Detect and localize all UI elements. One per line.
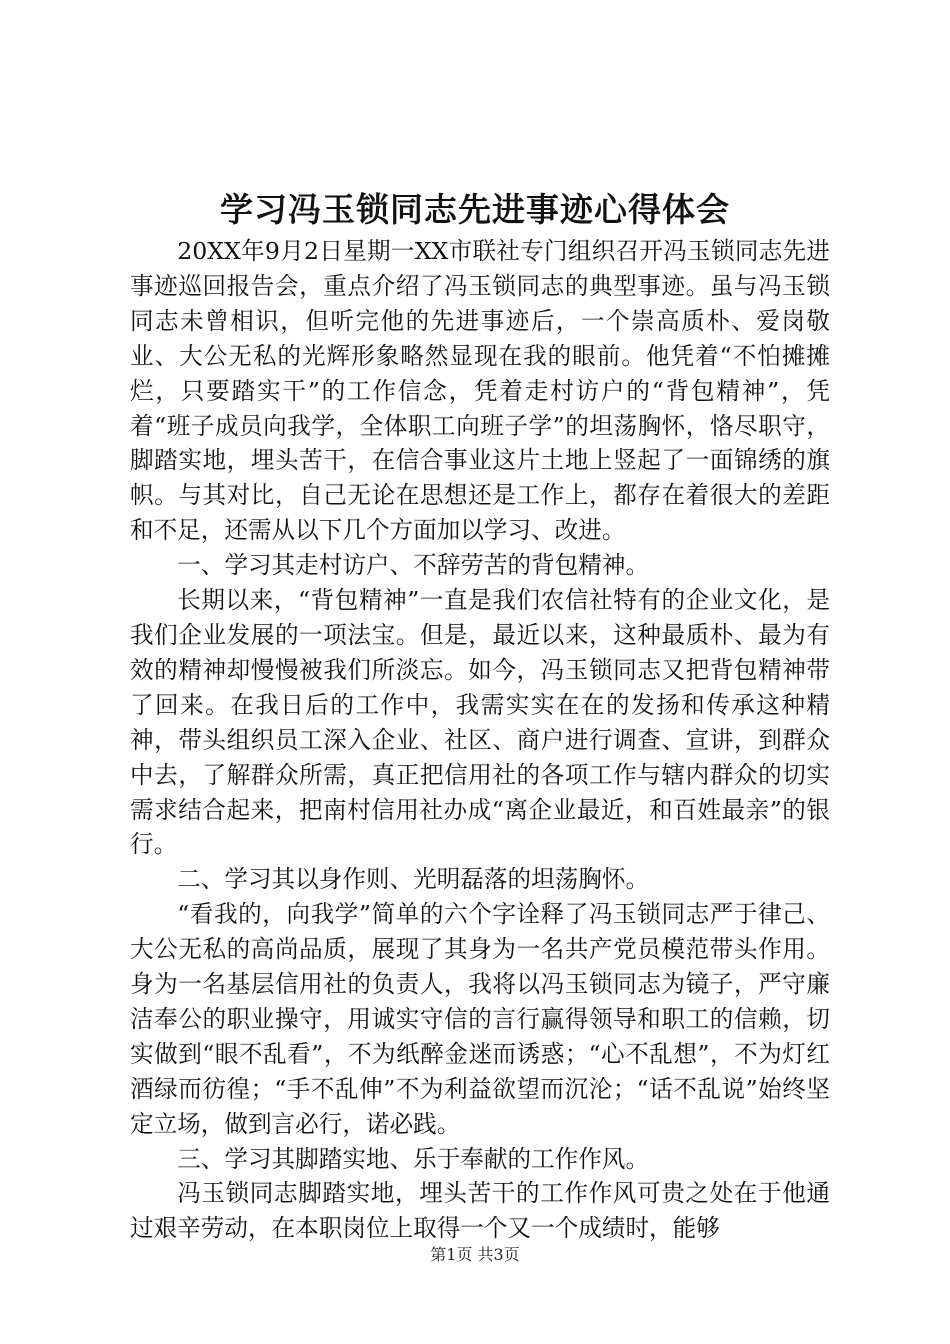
paragraph-section-2: “看我的，向我学”简单的六个字诠释了冯玉锁同志严于律己、大公无私的高尚品质，展现了其身为一名共产党员模范带头作用。身为一名基层信用社的负责人，我将以冯玉锁同志为镜子，严守廉洁奉公的职业操守，用诚实守信的言行赢得领导和职工的信赖，切实做到“眼不乱看”，不为纸醉金迷而诱惑；“心不乱想”，不为灯红酒绿而彷徨；“手不乱伸”不为利益欲望而沉沦；“话不乱说”始终坚定立场，做到言必行，诺必践。 [130, 900, 830, 1138]
section-heading-1: 一、学习其走村访户、不辞劳苦的背包精神。 [177, 551, 650, 580]
paragraph-intro: 20XX年9月2日星期一XX市联社专门组织召开冯玉锁同志先进事迹巡回报告会，重点介绍了冯玉锁同志的典型事迹。虽与冯玉锁同志未曾相识，但听完他的先进事迹后，一个崇高质朴、爱岗敬业、大公无私的光辉形象略然显现在我的眼前。他凭着“不怕摊摊烂，只要踏实干”的工作信念，凭着走村访户的“背包精神”，凭着“班子成员向我学，全体职工向班子学”的坦荡胸怀，恪尽职守，脚踏实地，埋头苦干，在信合事业这片土地上竖起了一面锦绣的旗帜。与其对比，自己无论在思想还是工作上，都存在着很大的差距和不足，还需从以下几个方面加以学习、改进。 [130, 237, 830, 545]
paragraph-section-1: 长期以来，“背包精神”一直是我们农信社特有的企业文化，是我们企业发展的一项法宝。但是，最近以来，这种最质朴、最为有效的精神却慢慢被我们所淡忘。如今，冯玉锁同志又把背包精神带了回来。在我日后的工作中，我需实实在在的发扬和传承这种精神，带头组织员工深入企业、社区、商户进行调查、宣讲，到群众中去，了解群众所需，真正把信用社的各项工作与辖内群众的切实需求结合起来，把南村信用社办成“离企业最近，和百姓最亲”的银行。 [130, 586, 830, 859]
paragraph-section-3: 冯玉锁同志脚踏实地，埋头苦干的工作作风可贵之处在于他通过艰辛劳动，在本职岗位上取得一个又一个成绩时，能够 [130, 1179, 830, 1243]
section-heading-2: 二、学习其以身作则、光明磊落的坦荡胸怀。 [177, 865, 650, 894]
page-title: 学习冯玉锁同志先进事迹心得体会 [220, 190, 730, 229]
document-body [130, 234, 830, 1246]
page-number-footer: 第1页 共3页 [430, 1245, 520, 1264]
section-heading-3: 三、学习其脚踏实地、乐于奉献的工作作风。 [177, 1144, 650, 1173]
